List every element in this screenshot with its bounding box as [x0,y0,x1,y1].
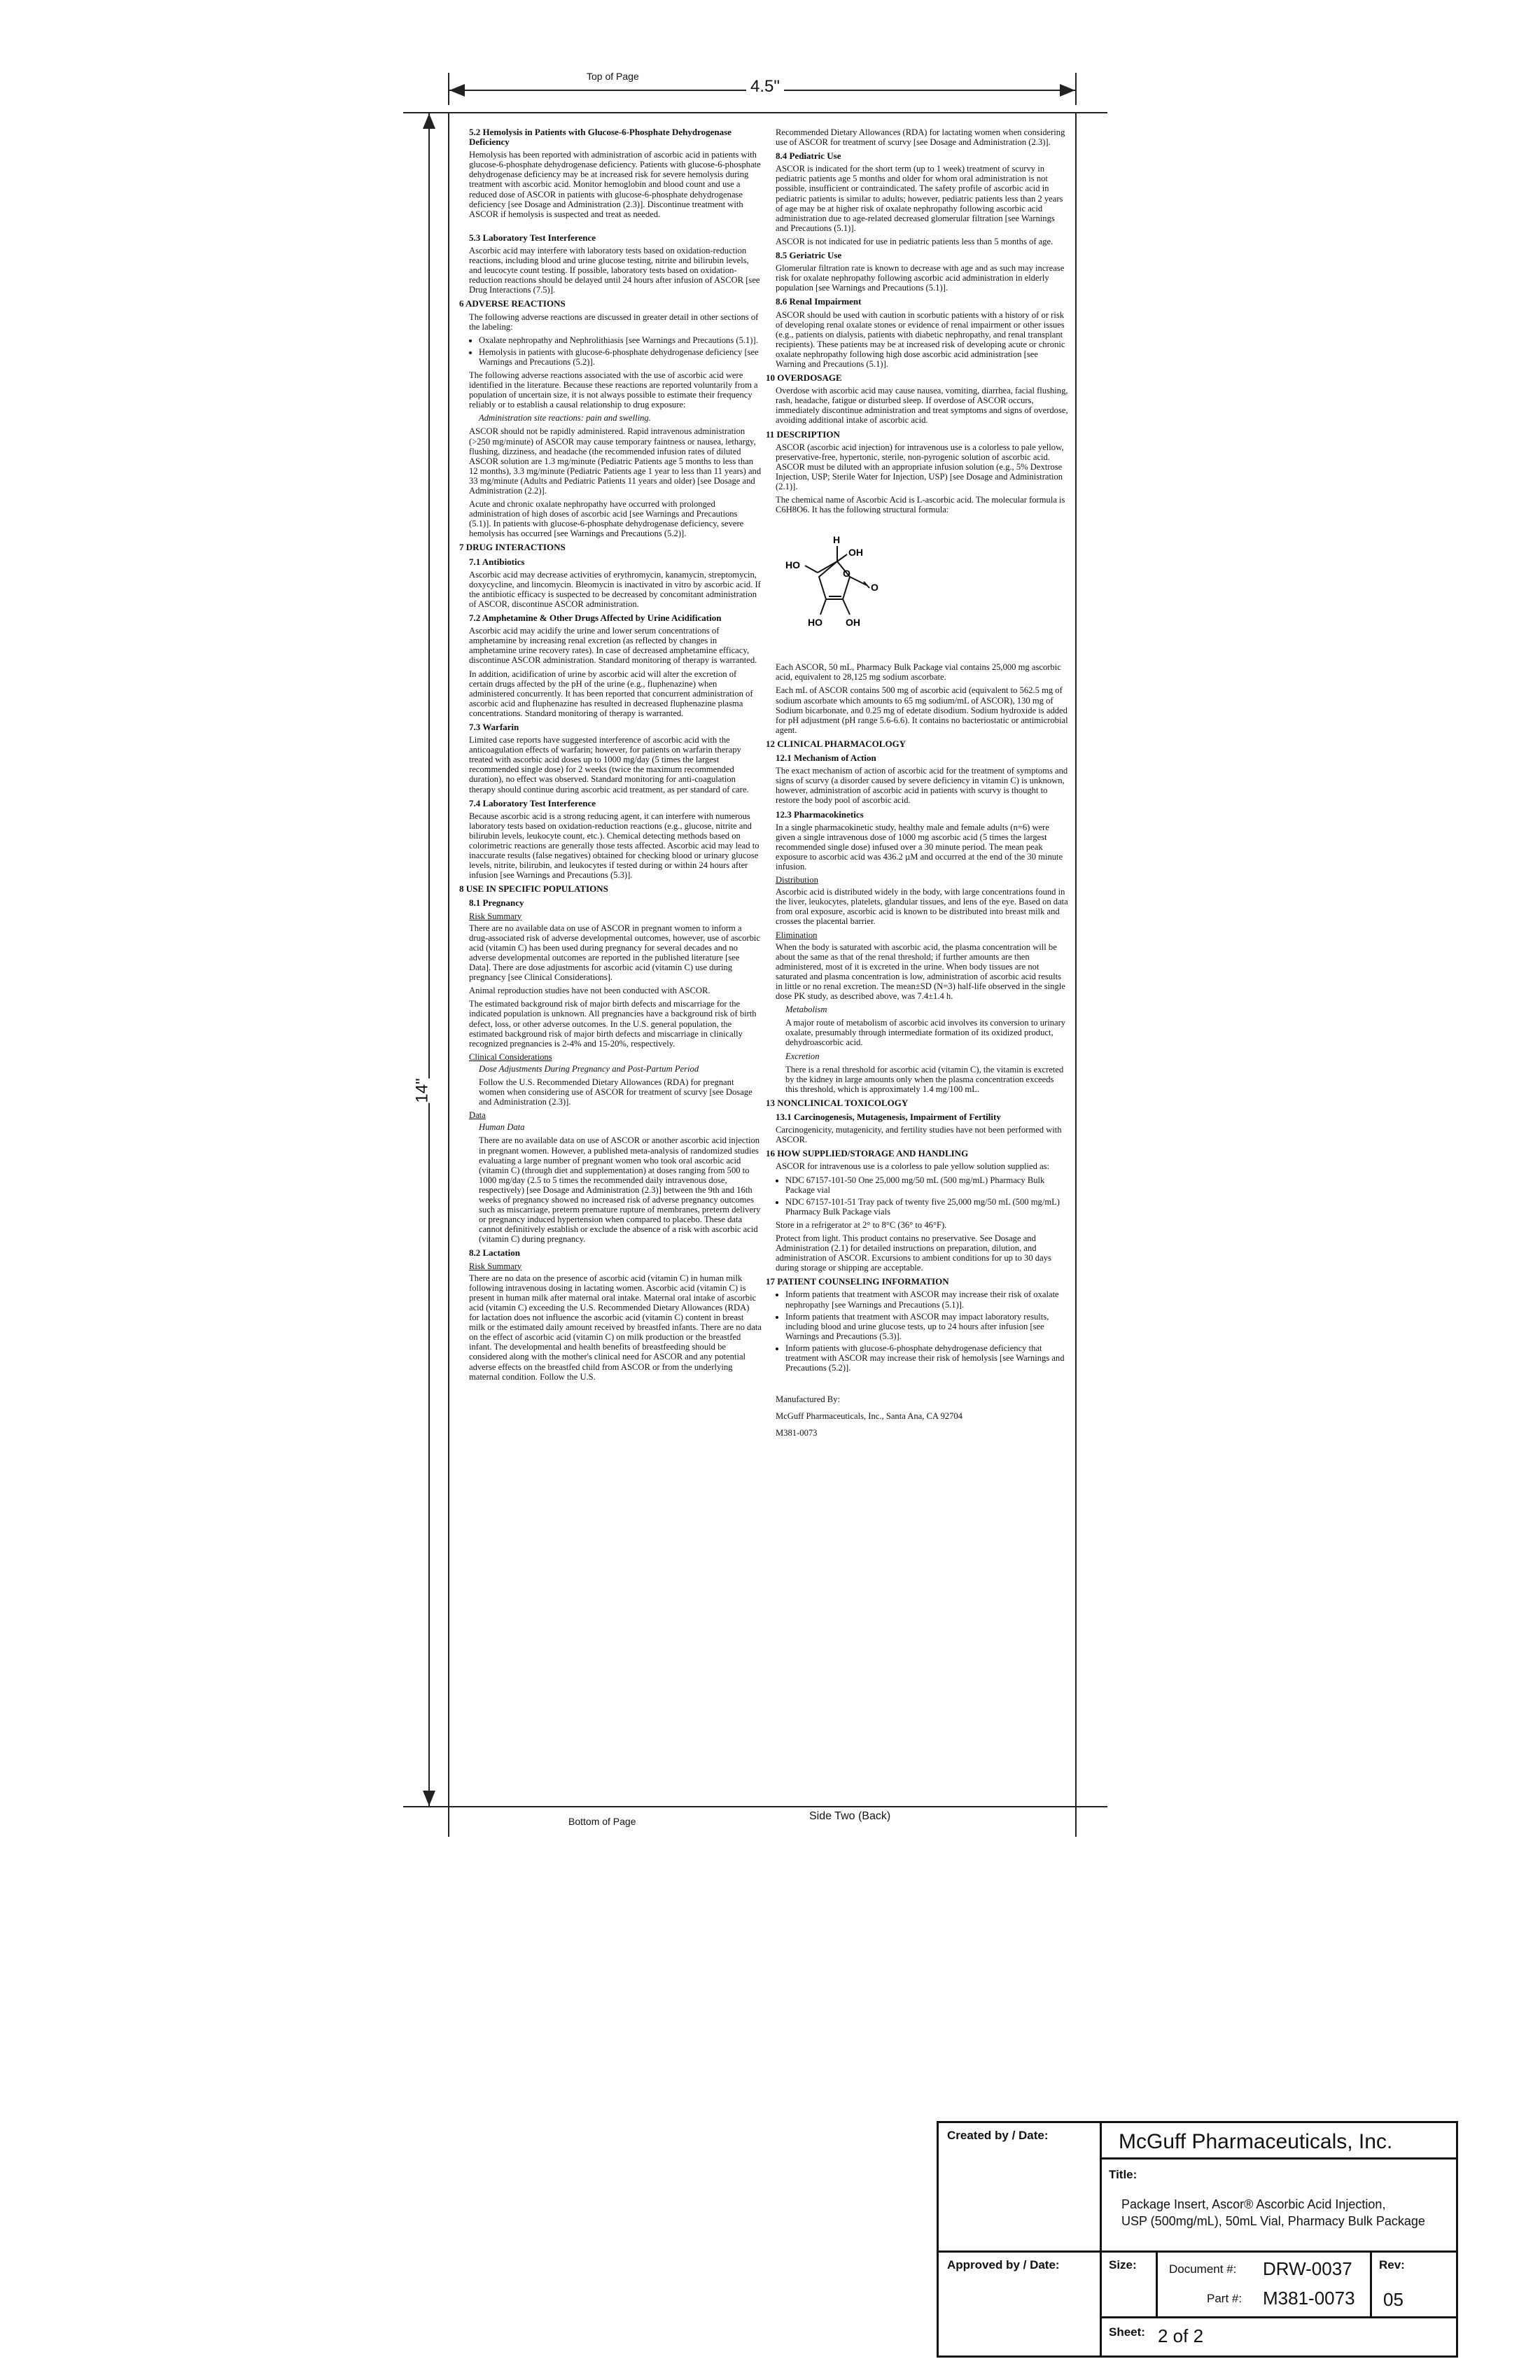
section-12-1-title: 12.1 Mechanism of Action [776,752,876,764]
title-label: Title: [1109,2168,1138,2181]
section-16-text-1: ASCOR for intravenous use is a colorless to pale yellow solution supplied as: [776,1161,1050,1172]
package-insert-page [448,112,1077,1807]
section-8-5-title: 8.5 Geriatric Use [776,250,842,261]
section-8-1-data: Data [469,1110,486,1121]
height-dimension-line [428,113,430,1806]
section-7-3-text: Limited case reports have suggested interference of ascorbic acid with the anticoagulation effects of warfarin; however, for patients on warfarin therapy treated with ascorbic acid doses up to 1000 mg/day (5 times the largest recommended single dose) for 2 weeks (twice the maximum recommended duration), no effect was observed. Standard monitoring for anti-coagulation therapy should continue during ascorbic acid treatment, as per standard of care. [469,735,749,794]
section-12-3-text: In a single pharmacokinetic study, healthy male and female adults (n=6) were given a single intravenous dose of 1000 mg ascorbic acid (5 times the largest recommended single dose) infused over a 30 minute period. The mean peak exposure to ascorbic acid was 436.2 µM and occurred at the end of the 30 minute infusion. [776,822,1063,872]
section-7-2-text-2: In addition, acidification of urine by ascorbic acid will alter the excretion of certain drugs affected by the pH of the urine (e.g., fluphenazine) when administered concurrently. It has been reported that concurrent administration of ascorbic acid and fluphenazine has resulted in decreased fluphenazine plasma concentrations. Standard monitoring of therapy is warranted. [469,668,753,718]
section-8-title: 8 USE IN SPECIFIC POPULATIONS [459,883,608,895]
part-number-label: Part #: [1207,2292,1242,2305]
column-left [459,127,762,1385]
section-8-1-dose-adjustments: Dose Adjustments During Pregnancy and Post-Partum Period [479,1063,699,1074]
manufacturer-name: McGuff Pharmaceuticals, Inc., Santa Ana, CA 92704 [776,1411,962,1422]
width-arrow-right-icon [1060,84,1075,97]
structure-h-label: H [833,534,841,546]
sheet-label: Sheet: [1109,2325,1145,2339]
height-arrow-up-icon [423,113,435,129]
title-block [937,2121,1458,2358]
ascorbic-acid-structure-diagram [776,518,1068,658]
elimination-heading: Elimination [776,930,818,940]
section-12-1-text: The exact mechanism of action of ascorbic acid for the treatment of symptoms and signs of scurvy (a disorder caused by severe deficiency in vitamin C) is unknown, however, administration of ascorbic acid in patients with scurvy is thought to restore the body pool of ascorbic acid. [776,766,1068,806]
section-8-1-text-5: There are no available data on use of ASCOR or another ascorbic acid injection in pregnant women. However, a published meta-analysis of randomized studies evaluating a large number of pregnant women who took oral ascorbic acid (vitamin C) (through diet and supplementation) at doses ranging from 500 to 1000 mg/day (2.5 to 5 times the recommended daily intravenous dose, respectively) [see Dosage and Administration (2.3)] between the 9th and 16th weeks of pregnancy showed no increased risk of adverse pregnancy outcomes such as miscarriage, preterm premature rupture of membranes, preterm delivery or pregnancy induced hypertension when compared to placebo. These data cannot definitively establish or exclude the absence of a risk with ascorbic acid (vitamin C) during pregnancy. [479,1135,761,1245]
height-tick-bottom [403,1806,448,1807]
elimination-text: When the body is saturated with ascorbic acid, the plasma concentration will be about the same as that of the renal threshold; if further amounts are then administered, most of it is excreted in the urine. When body tissues are not saturated and plasma concentration is low, administration of ascorbic acid results in little or no renal excretion. The mean±SD (N=3) half-life observed in the single dose PK study, as described above, was 7.4±1.4 h. [776,941,1065,1002]
section-5-3-title: 5.3 Laboratory Test Interference [469,232,596,243]
revision-cell [1372,2253,1456,2318]
section-8-2-title: 8.2 Lactation [469,1247,520,1259]
section-12-3-title: 12.3 Pharmacokinetics [776,808,864,820]
section-16-text-2: Store in a refrigerator at 2° to 8°C (36° to 46°F). [776,1219,947,1230]
side-label: Side Two (Back) [809,1810,891,1822]
title-line-1: Package Insert, Ascor® Ascorbic Acid Injection, [1121,2197,1386,2211]
metabolism-heading: Metabolism [785,1004,827,1015]
section-11-title: 11 DESCRIPTION [766,428,840,440]
section-8-4-title: 8.4 Pediatric Use [776,150,841,162]
section-16-bullet-1: • NDC 67157-101-50 One 25,000 mg/50 mL (500 mg/mL) Pharmacy Bulk Package vial [785,1175,1068,1195]
right-tick-bottom [1077,1806,1107,1807]
section-7-4-text: Because ascorbic acid is a strong reducing agent, it can interfere with numerous laboratory tests based on oxidation-reduction reactions (e.g., glucose, nitrite and bilirubin levels, leukocyte count, etc.). Chemical detecting methods based on colorimetric reactions are generally those tests affected. Ascorbic acid may lead to inaccurate results (false negatives) obtained for checking blood or urinary glucose levels, nitrite, bilirubin, and leukocytes if tested during or within 24 hours after infusion [see Warnings and Precautions (5.3)]. [469,811,760,881]
section-8-1-human-data: Human Data [479,1122,525,1133]
section-6-text-5: Acute and chronic oxalate nephropathy have occurred with prolonged administration of high doses of ascorbic acid [see Warnings and Precautions (5.1)]. In patients with glucose-6-phosphate dehydrogenase deficiency, severe hemolysis has occurred [see Warnings and Precautions (5.2)]. [469,499,744,539]
width-tick-right [1075,73,1077,105]
section-7-1-text: Ascorbic acid may decrease activities of erythromycin, kanamycin, streptomycin, doxycycline, and lincomycin. Bleomycin is inactivated in vitro by ascorbic acid. If the antibiotic efficacy is suspected to be decreased by concomitant administration of ASCOR, discontinue ASCOR administration. [469,569,761,609]
section-11-text-2: The chemical name of Ascorbic Acid is L-ascorbic acid. The molecular formula is C6H8O6. It has the following structural formula: [776,495,1065,515]
section-8-6-text: ASCOR should be used with caution in scorbutic patients with a history of or risk of developing renal oxalate stones or evidence of renal impairment or other issues (e.g., patients on dialysis, patients with diabetic nephropathy, and renal transplant recipients). These patients may be at increased risk of developing acute or chronic oxalate nephropathy following high dose ascorbic acid administration [see Warning and Precautions (5.1)]. [776,309,1065,369]
section-16-list [776,1175,1068,1217]
section-8-4-text-2: ASCOR is not indicated for use in pediatric patients less than 5 months of age. [776,236,1054,246]
section-13-title: 13 NONCLINICAL TOXICOLOGY [766,1097,909,1108]
section-5-2-text: Hemolysis has been reported with administration of ascorbic acid in patients with glucose-6-phosphate dehydrogenase deficiency. Patients with glucose-6-phosphate dehydrogenase deficiency may be at increased risk for severe hemolysis during treatment with ascorbic acid. Monitor hemoglobin and blood count and use a reduced dose of ASCOR in patients with glucose-6-phosphate dehydrogenase deficiency [see Dosage and Administration (2.3)]. Discontinue treatment with ASCOR if hemolysis is suspected and treat as needed. [469,150,761,219]
section-6-text-1: The following adverse reactions are discussed in greater detail in other sections of the labeling: [469,312,759,332]
title-cell [1102,2160,1456,2253]
metabolism-text: A major route of metabolism of ascorbic acid involves its conversion to urinary oxalate, presumably through intermediate formation of its oxidized product, dehydroascorbic acid. [785,1018,1066,1048]
section-8-4-text-1: ASCOR is indicated for the short term (up to 1 week) treatment of scurvy in pediatric patients age 5 months and older for whom oral administration is not possible, insufficient or contraindicated. The safety profile of ascorbic acid in pediatric patients is similar to adults; however, pediatric patients less than 2 years of age may be at higher risk of oxalate nephropathy following ascorbic acid administration due to age-related decreased glomerular filtration [see Warnings and Precautions (5.1)]. [776,164,1063,233]
section-16-text-3: Protect from light. This product contains no preservative. See Dosage and Administration (2.1) for detailed instructions on preparation, dilution, and administration of ASCOR. Excursions to ambient conditions for up to 30 days during storage or shipping are acceptable. [776,1233,1051,1273]
width-arrow-left-icon [449,84,465,97]
section-8-5-text: Glomerular filtration rate is known to decrease with age and as such may increase risk for oxalate nephropathy following ascorbic acid administration in elderly population [see Warnings and Precautions (5.1)]. [776,263,1065,293]
excretion-heading: Excretion [785,1051,820,1061]
size-label: Size: [1109,2258,1137,2272]
section-8-1-text-1: There are no available data on use of ASCOR in pregnant women to inform a drug-associated risk of adverse developmental outcomes, however, use of ascorbic acid (vitamin C) has been used during pregnancy for several decades and no adverse developmental outcomes are reported in the published literature [see Data]. There are dose adjustments for ascorbic acid (vitamin C) use during pregnancy [see Clinical Considerations]. [469,923,760,983]
section-17-bullet-1: • Inform patients that treatment with ASCOR may increase their risk of oxalate nephropathy [see Warnings and Precautions (5.1)]. [785,1289,1068,1309]
section-12-title: 12 CLINICAL PHARMACOLOGY [766,738,906,749]
bottom-tick-left [448,1807,449,1837]
document-cell [1158,2253,1372,2318]
section-8-1-risk-summary: Risk Summary [469,911,522,921]
section-11-text-1: ASCOR (ascorbic acid injection) for intravenous use is a colorless to pale yellow, preservative-free, hypertonic, sterile, non-pyrogenic solution of ascorbic acid. ASCOR must be diluted with an appropriate infusion solution (e.g., 5% Dextrose Injection, USP; Sterile Water for Injection, USP) [see Dosage and Administration (2.1)]. [776,442,1064,491]
top-of-page-label: Top of Page [587,71,639,82]
section-8-1-text-2: Animal reproduction studies have not been conducted with ASCOR. [469,986,710,996]
sheet-cell [1102,2318,1456,2356]
distribution-heading: Distribution [776,875,818,886]
section-6-title: 6 ADVERSE REACTIONS [459,298,566,309]
section-16-title: 16 HOW SUPPLIED/STORAGE AND HANDLING [766,1148,969,1159]
created-by-label: Created by / Date: [947,2129,1049,2142]
approved-by-cell [939,2253,1102,2356]
document-number-label: Document #: [1169,2262,1237,2276]
section-13-1-text: Carcinogenicity, mutagenicity, and fertility studies have not been performed with ASCOR. [776,1125,1062,1145]
section-7-1-title: 7.1 Antibiotics [469,556,525,567]
section-7-2-title: 7.2 Amphetamine & Other Drugs Affected by Urine Acidification [469,612,722,624]
section-11-text-3: Each ASCOR, 50 mL, Pharmacy Bulk Package vial contains 25,000 mg ascorbic acid, equivalent to 28,125 mg sodium ascorbate. [776,662,1061,682]
document-number-value: DRW-0037 [1263,2258,1352,2279]
section-6-text-3: Administration site reactions: pain and swelling. [479,413,651,424]
part-number-value: M381-0073 [1263,2288,1355,2309]
section-8-1-title: 8.1 Pregnancy [469,897,524,909]
manufactured-by-label: Manufactured By: [776,1394,840,1405]
revision-label: Rev: [1379,2258,1405,2272]
section-5-2-title: 5.2 Hemolysis in Patients with Glucose-6-Phosphate Dehydrogenase Deficiency [469,127,732,148]
height-label: 14" [410,1078,435,1102]
structure-oh-bottom-label: OH [846,617,860,629]
section-13-1-title: 13.1 Carcinogenesis, Mutagenesis, Impairment of Fertility [776,1112,1001,1123]
section-8-1-text-3: The estimated background risk of major birth defects and miscarriage for the indicated population is unknown. All pregnancies have a background risk of birth defect, loss, or other adverse outcomes. In the U.S. general population, the estimated background risk of major birth defects and miscarriage in clinically recognized pregnancies is 2-4% and 15-20%, respectively. [469,999,757,1049]
column-right [766,127,1068,1441]
section-8-2-risk-summary: Risk Summary [469,1261,522,1271]
manufacturer-code: M381-0073 [776,1428,818,1438]
sheet-value: 2 of 2 [1158,2325,1204,2346]
section-6-text-2: The following adverse reactions associated with the use of ascorbic acid were identified in the literature. Because these reactions are reported voluntarily from a population of uncertain size, it is not always possible to estimate their frequency reliably or to establish a causal relationship to drug exposure: [469,370,758,410]
structure-ring-o-label: O [843,568,850,580]
section-17-list [776,1289,1068,1373]
revision-value: 05 [1383,2289,1404,2310]
approved-by-label: Approved by / Date: [947,2258,1060,2272]
section-8-2-text: There are no data on the presence of ascorbic acid (vitamin C) in human milk following intravenous dosing in lactating women. Ascorbic acid (vitamin C) is present in human milk after maternal oral intake. Maternal oral intake of ascorbic acid (vitamin C) exceeding the U.S. Recommended Dietary Allowances (RDA) for lactation does not influence the ascorbic acid (vitamin C) content in breast milk or the estimated daily amount received by breastfed infants. There are no data on the effect of ascorbic acid (vitamin C) on milk production or the breastfed infant. The developmental and health benefits of breastfeeding should be considered along with the mother's clinical need for ASCOR and any potential adverse effects on the breastfed child from ASCOR or from the underlying maternal condition. Follow the U.S. [469,1273,762,1382]
section-8-6-title: 8.6 Renal Impairment [776,296,862,307]
width-label: 4.5" [746,77,784,97]
bottom-of-page-label: Bottom of Page [568,1816,636,1827]
section-11-text-4: Each mL of ASCOR contains 500 mg of ascorbic acid (equivalent to 562.5 mg of sodium ascorbate which amounts to 65 mg sodium/mL of ASCOR), 130 mg of Sodium bicarbonate, and 0.25 mg of edetate disodium. Sodium hydroxide is added for pH adjustment (pH range 5.6-6.6). It contains no bacteriostatic or antimicrobial agent. [776,685,1068,735]
structure-oh-top-label: OH [848,547,863,559]
excretion-text: There is a renal threshold for ascorbic acid (vitamin C), the vitamin is excreted by the kidney in large amounts only when the plasma concentration exceeds this threshold, which is approximately 1.4 mg/100 mL. [785,1064,1064,1094]
section-6-bullet-1: • Oxalate nephropathy and Nephrolithiasis [see Warnings and Precautions (5.1)]. [479,335,762,345]
section-16-bullet-2: • NDC 67157-101-51 Tray pack of twenty five 25,000 mg/50 mL (500 mg/mL) Pharmacy Bulk Package vials [785,1197,1068,1217]
size-cell [1102,2253,1158,2318]
section-6-list [469,335,762,367]
section-6-bullet-2: • Hemolysis in patients with glucose-6-phosphate dehydrogenase deficiency [see Warnings and Precautions (5.2)]. [479,347,762,367]
section-7-2-text-1: Ascorbic acid may acidify the urine and lower serum concentrations of amphetamine by increasing renal excretion (as reflected by changes in amphetamine urine recovery rates). In case of decreased amphetamine efficacy, discontinue ASCOR administration. Standard monitoring of therapy is warranted. [469,626,757,666]
company-name: McGuff Pharmaceuticals, Inc. [1119,2130,1393,2153]
structure-keto-o-label: O [871,582,878,594]
section-10-text: Overdose with ascorbic acid may cause nausea, vomiting, diarrhea, facial flushing, rash, headache, fatigue or disturbed sleep. If overdose of ASCOR occurs, immediately discontinue administration and treat symptoms and signs of overdose, avoiding additional intake of ascorbic acid. [776,386,1068,426]
distribution-text: Ascorbic acid is distributed widely in the body, with large concentrations found in the liver, leukocytes, platelets, glandular tissues, and lens of the eye. Based on data from oral exposure, ascorbic acid is known to be distributed into breast milk and crosses the placental barrier. [776,887,1068,927]
section-5-3-text: Ascorbic acid may interfere with laboratory tests based on oxidation-reduction reactions, including blood and urine glucose testing, nitrite and bilirubin levels, and leucocyte count testing. If possible, laboratory tests based on oxidation-reduction reactions should be delayed until 24 hours after infusion of ASCOR [see Drug Interactions (7.5)]. [469,245,760,295]
height-arrow-down-icon [423,1791,435,1806]
structure-ho-bottom-label: HO [808,617,822,629]
title-line-2: USP (500mg/mL), 50mL Vial, Pharmacy Bulk Package [1121,2214,1425,2228]
company-cell [1102,2123,1456,2160]
structure-ho-left-label: HO [785,559,800,571]
section-7-3-title: 7.3 Warfarin [469,721,519,732]
right-tick-top [1077,112,1107,113]
section-17-bullet-2: • Inform patients that treatment with ASCOR may impact laboratory results, including blood and urine glucose tests, up to 24 hours after infusion [see Warnings and Precautions (5.3)]. [785,1312,1068,1341]
section-17-title: 17 PATIENT COUNSELING INFORMATION [766,1276,949,1287]
section-6-text-4: ASCOR should not be rapidly administered. Rapid intravenous administration (>250 mg/minute) of ASCOR may cause temporary faintness or nausea, lethargy, flushing, dizziness, and headache (the recommended infusion rates of diluted ASCOR solution are 1.3 mg/minute (Pediatric Patients age 5 months to less than 12 months), 3.3 mg/minute (Pediatric Patients age 1 year to less than 11 years) and 33 mg/minute (Adults and Pediatric Patients 11 years and older) [see Dosage and Administration (2.2)]. [469,426,762,496]
section-7-title: 7 DRUG INTERACTIONS [459,542,566,553]
section-8-1-clinical-considerations: Clinical Considerations [469,1051,552,1062]
section-17-bullet-3: • Inform patients with glucose-6-phosphate dehydrogenase deficiency that treatment with ASCOR may increase their risk of hemolysis [see Warnings and Precautions (5.2)]. [785,1343,1068,1373]
section-8-1-text-4: Follow the U.S. Recommended Dietary Allowances (RDA) for pregnant women when considering use of ASCOR for treatment of scurvy [see Dosage and Administration (2.3)]. [479,1077,752,1107]
section-7-4-title: 7.4 Laboratory Test Interference [469,797,596,808]
section-10-title: 10 OVERDOSAGE [766,372,842,384]
bottom-tick-right [1075,1807,1077,1837]
lactation-continued-text: Recommended Dietary Allowances (RDA) for lactating women when considering use of ASCOR for treatment of scurvy [see Dosage and Administration (2.3)]. [776,127,1065,148]
created-by-cell [939,2123,1102,2253]
